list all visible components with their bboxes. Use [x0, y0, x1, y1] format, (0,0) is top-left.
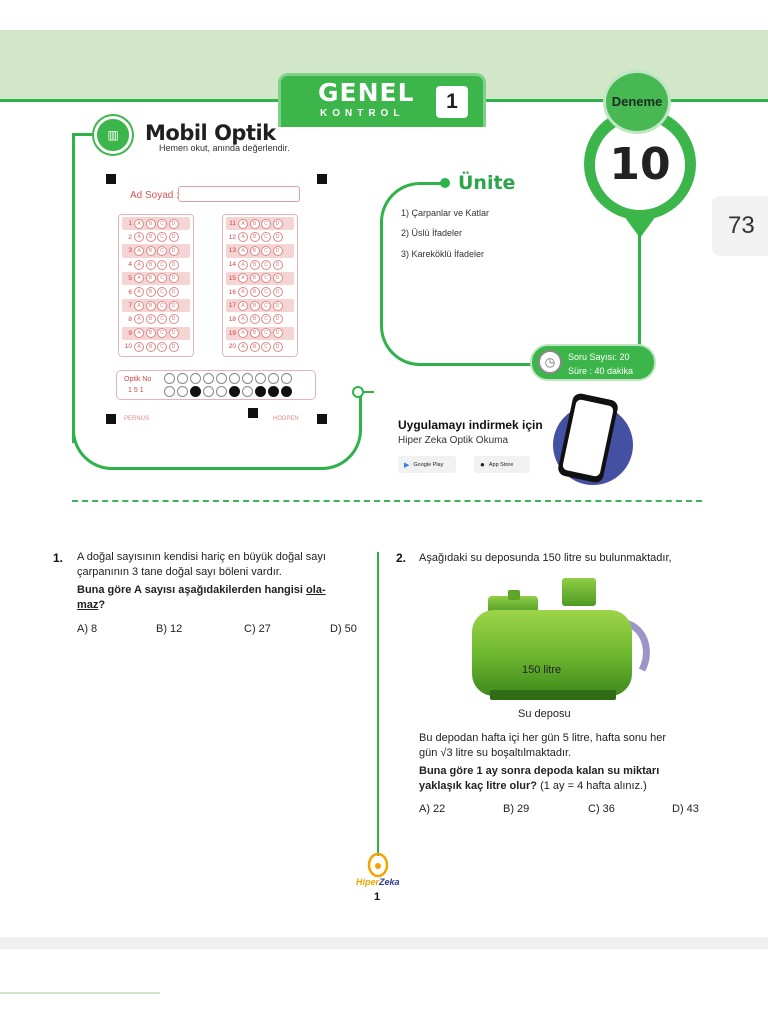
answer-bubble[interactable]: C [261, 342, 271, 352]
answer-bubble[interactable]: A [134, 301, 144, 311]
optik-bubble [203, 373, 214, 384]
answer-row-number: 1 [128, 220, 132, 228]
mobil-optik-title: Mobil Optik [145, 121, 276, 145]
answer-bubble[interactable]: B [146, 260, 156, 270]
tank-caption: Su deposu [518, 708, 571, 720]
column-divider [377, 552, 379, 856]
question-1-prompt-underline: ola- [306, 584, 326, 596]
answer-row-number: 10 [124, 343, 132, 351]
answer-row-number: 20 [228, 343, 236, 351]
answer-bubble[interactable]: B [250, 219, 260, 229]
answer-row [122, 272, 190, 285]
answer-row-number: 5 [128, 274, 132, 282]
question-1-option[interactable]: B) 12 [156, 623, 183, 635]
question-2-option[interactable]: A) 22 [419, 803, 446, 815]
corner-marker [317, 414, 327, 424]
sheet-footer-right: HODPEN [273, 416, 299, 422]
hiperzeka-logo-text [356, 877, 400, 887]
answer-bubble[interactable]: C [261, 328, 271, 338]
answer-bubble[interactable]: B [146, 287, 156, 297]
corner-marker [106, 414, 116, 424]
optik-bubble [164, 373, 175, 384]
answer-bubble[interactable]: B [250, 287, 260, 297]
header-line-left [0, 99, 290, 102]
answer-bubble[interactable]: B [146, 328, 156, 338]
optik-bubble [203, 386, 214, 397]
water-tank-illustration [466, 574, 654, 704]
optik-bubble [229, 373, 240, 384]
answer-row [122, 299, 190, 312]
answer-row [122, 258, 190, 271]
answer-bubble[interactable]: A [238, 301, 248, 311]
deneme-label: Deneme [603, 70, 671, 134]
optik-bubble-filled [268, 386, 279, 397]
answer-column-left [118, 214, 194, 357]
genel-title: GENEL [318, 78, 415, 107]
answer-bubble[interactable]: B [146, 246, 156, 256]
answer-bubble[interactable]: C [157, 301, 167, 311]
optik-bubble [177, 373, 188, 384]
tank-cap [562, 578, 596, 606]
answer-row-number: 8 [128, 315, 132, 323]
answer-bubble[interactable]: B [146, 273, 156, 283]
answer-row [226, 327, 294, 340]
answer-bubble[interactable]: A [238, 246, 248, 256]
optik-bubble [216, 373, 227, 384]
answer-row [122, 327, 190, 340]
answer-row [226, 244, 294, 257]
answer-bubble[interactable]: D [273, 328, 283, 338]
answer-bubble[interactable]: D [169, 219, 179, 229]
question-1-text: A doğal sayısının kendisi hariç en büyük doğal sayı [77, 551, 326, 563]
answer-row-number: 12 [228, 233, 236, 241]
answer-bubble[interactable]: B [250, 301, 260, 311]
answer-row [122, 313, 190, 326]
hiperzeka-logo-icon [366, 852, 390, 878]
answer-bubble[interactable]: C [261, 219, 271, 229]
answer-row-number: 6 [128, 288, 132, 296]
question-2-prompt-text: yaklaşık kaç litre olur? [419, 780, 538, 792]
optik-no-value: 151 [128, 387, 146, 394]
answer-bubble[interactable]: C [261, 301, 271, 311]
answer-bubble[interactable]: A [134, 314, 144, 324]
optik-bubble [190, 373, 201, 384]
optik-bubble [268, 373, 279, 384]
question-1-prompt-text: Buna göre A sayısı aşağıdakilerden hangisi [77, 584, 307, 596]
corner-marker [317, 174, 327, 184]
answer-bubble[interactable]: C [261, 287, 271, 297]
logo-hiper: Hiper [356, 877, 380, 887]
kontrol-subtitle: KONTROL [320, 108, 405, 119]
unite-item: 3) Kareköklü İfadeler [401, 249, 485, 259]
answer-row [122, 244, 190, 257]
answer-bubble[interactable]: C [261, 246, 271, 256]
answer-bubble[interactable]: D [169, 328, 179, 338]
optik-bubble-filled [255, 386, 266, 397]
app-download-subtitle: Hiper Zeka Optik Okuma [398, 435, 509, 446]
tank-body [472, 610, 632, 696]
answer-row [122, 340, 190, 353]
question-2-number: 2. [396, 551, 407, 565]
google-play-button[interactable] [398, 456, 456, 473]
optik-no-bubbles [164, 373, 292, 397]
answer-row-number: 7 [128, 302, 132, 310]
answer-bubble[interactable]: A [238, 232, 248, 242]
question-1-option[interactable]: A) 8 [77, 623, 98, 635]
optik-bubble-filled [190, 386, 201, 397]
answer-bubble[interactable]: A [238, 273, 248, 283]
answer-bubble[interactable]: B [146, 342, 156, 352]
answer-row-number: 17 [228, 302, 236, 310]
answer-bubble[interactable]: A [238, 219, 248, 229]
optik-bubble [242, 373, 253, 384]
answer-row [226, 231, 294, 244]
optik-bubble [164, 386, 175, 397]
answer-bubble[interactable]: D [273, 301, 283, 311]
question-2-note: (1 ay = 4 hafta alınız.) [537, 780, 647, 792]
ad-soyad-field [178, 186, 300, 202]
deneme-number: 10 [595, 120, 685, 210]
optik-bubble [216, 386, 227, 397]
answer-bubble[interactable]: D [273, 314, 283, 324]
answer-bubble[interactable]: A [238, 342, 248, 352]
page-footer-number: 1 [374, 891, 381, 903]
app-store-label: App Store [488, 461, 514, 468]
mobil-optik-subtitle: Hemen okut, anında değerlendir. [159, 143, 290, 153]
connector-dot-line [362, 391, 374, 393]
answer-bubble[interactable]: B [250, 342, 260, 352]
answer-bubble[interactable]: B [146, 301, 156, 311]
question-1-body [77, 550, 363, 613]
optik-no-label: Optik No [124, 376, 152, 383]
answer-row [226, 258, 294, 271]
soru-sayisi: Soru Sayısı: 20 [568, 352, 630, 362]
answer-bubble[interactable]: C [261, 260, 271, 270]
answer-bubble[interactable]: A [134, 342, 144, 352]
answer-bubble[interactable]: A [134, 328, 144, 338]
answer-bubble[interactable]: A [238, 314, 248, 324]
question-1-prompt-end: ? [98, 599, 106, 611]
answer-row-number: 4 [128, 261, 132, 269]
answer-bubble[interactable]: D [169, 314, 179, 324]
app-store-button[interactable] [474, 456, 530, 473]
answer-bubble[interactable]: C [157, 342, 167, 352]
mobil-optik-icon: ▥ [94, 116, 132, 154]
answer-bubble[interactable]: B [250, 232, 260, 242]
answer-bubble[interactable]: C [157, 219, 167, 229]
ad-soyad-label: Ad Soyad : [130, 190, 179, 201]
answer-row [122, 217, 190, 230]
optik-bubble-filled [281, 386, 292, 397]
answer-bubble[interactable]: B [146, 314, 156, 324]
answer-bubble[interactable]: C [157, 287, 167, 297]
answer-column-right [222, 214, 298, 357]
answer-bubble[interactable]: A [134, 273, 144, 283]
answer-bubble[interactable]: A [238, 260, 248, 270]
answer-bubble[interactable]: A [134, 287, 144, 297]
answer-bubble[interactable]: C [261, 232, 271, 242]
optik-bubble [255, 373, 266, 384]
answer-bubble[interactable]: D [169, 273, 179, 283]
answer-bubble[interactable]: C [157, 314, 167, 324]
question-2-prompt: Buna göre 1 ay sonra depoda kalan su miktarı [419, 765, 660, 777]
answer-bubble[interactable]: D [273, 246, 283, 256]
answer-bubble[interactable]: A [134, 260, 144, 270]
answer-row [226, 272, 294, 285]
answer-bubble[interactable]: B [250, 273, 260, 283]
answer-row [226, 340, 294, 353]
answer-bubble[interactable]: B [146, 232, 156, 242]
answer-row-number: 11 [229, 220, 236, 228]
question-1-option[interactable]: D) 50 [330, 623, 357, 635]
optik-bubble [242, 386, 253, 397]
optik-bubble [281, 373, 292, 384]
question-2-body [419, 731, 705, 794]
bottom-band [0, 937, 768, 949]
answer-bubble[interactable]: C [261, 314, 271, 324]
answer-bubble[interactable]: C [157, 273, 167, 283]
answer-bubble[interactable]: D [169, 287, 179, 297]
question-2-option[interactable]: D) 43 [672, 803, 699, 815]
page-number-tab: 73 [712, 196, 768, 256]
answer-bubble[interactable]: C [157, 246, 167, 256]
question-2-body-text: gün √3 litre su boşaltılmaktadır. [419, 747, 572, 759]
google-play-icon: ▶ [404, 461, 410, 469]
answer-row-number: 18 [228, 315, 236, 323]
corner-marker [106, 174, 116, 184]
tank-volume-label: 150 litre [522, 664, 562, 676]
answer-bubble[interactable]: A [134, 219, 144, 229]
unite-frame-bottom [440, 363, 536, 366]
question-1-prompt [77, 583, 363, 598]
app-download-title: Uygulamayı indirmek için [398, 418, 543, 432]
unite-dot-icon [440, 178, 450, 188]
answer-bubble[interactable]: D [169, 246, 179, 256]
unite-item: 2) Üslü İfadeler [401, 228, 463, 238]
answer-bubble[interactable]: C [157, 232, 167, 242]
answer-row-number: 9 [128, 329, 132, 337]
answer-row [226, 217, 294, 230]
answer-bubble[interactable]: B [250, 328, 260, 338]
answer-bubble[interactable]: D [273, 260, 283, 270]
answer-bubble[interactable]: D [169, 342, 179, 352]
apple-icon: ● [480, 460, 485, 469]
unite-item: 1) Çarpanlar ve Katlar [401, 208, 490, 218]
logo-zeka: Zeka [379, 877, 400, 887]
answer-bubble[interactable]: D [273, 232, 283, 242]
answer-row [226, 313, 294, 326]
optik-bubble-filled [229, 386, 240, 397]
answer-row-number: 16 [228, 288, 236, 296]
answer-row [226, 285, 294, 298]
sheet-footer-left: PERNUS [124, 416, 150, 422]
answer-bubble[interactable]: C [157, 260, 167, 270]
google-play-label: Google Play [413, 461, 444, 468]
answer-bubble[interactable]: D [273, 219, 283, 229]
answer-bubble[interactable]: A [134, 246, 144, 256]
answer-bubble[interactable]: D [169, 232, 179, 242]
question-1-option[interactable]: C) 27 [244, 623, 271, 635]
soru-info-text [568, 350, 633, 378]
answer-bubble[interactable]: D [273, 273, 283, 283]
answer-bubble[interactable]: A [238, 328, 248, 338]
answer-row [122, 231, 190, 244]
question-1-prompt-underline: maz [77, 599, 99, 611]
answer-bubble[interactable]: D [169, 301, 179, 311]
answer-row [226, 299, 294, 312]
answer-row-number: 13 [228, 247, 236, 255]
question-2-prompt [419, 779, 705, 794]
sure: Süre : 40 dakika [568, 366, 634, 376]
tank-base [490, 690, 616, 700]
question-2-option[interactable]: B) 29 [503, 803, 530, 815]
unite-title: Ünite [458, 172, 516, 194]
connector-left-top [72, 133, 96, 136]
genel-number: 1 [436, 86, 468, 118]
pin-down-line [638, 232, 641, 356]
answer-row-number: 3 [128, 247, 132, 255]
answer-bubble[interactable]: D [273, 342, 283, 352]
answer-bubble[interactable]: B [146, 219, 156, 229]
dashed-separator [72, 500, 702, 502]
answer-bubble[interactable]: D [273, 287, 283, 297]
question-2-text: Aşağıdaki su deposunda 150 litre su bulunmaktadır, [419, 552, 672, 564]
answer-bubble[interactable]: A [238, 287, 248, 297]
answer-row [122, 285, 190, 298]
answer-bubble[interactable]: B [250, 246, 260, 256]
corner-marker [248, 408, 258, 418]
question-1-prompt [77, 598, 363, 613]
answer-bubble[interactable]: C [261, 273, 271, 283]
answer-bubble[interactable]: A [134, 232, 144, 242]
answer-bubble[interactable]: D [169, 260, 179, 270]
answer-row-number: 2 [128, 233, 132, 241]
answer-bubble[interactable]: B [250, 260, 260, 270]
optik-bubble [177, 386, 188, 397]
question-1-text: çarpanının 3 tane doğal sayı böleni vardır. [77, 566, 282, 578]
answer-bubble[interactable]: B [250, 314, 260, 324]
answer-row-number: 15 [228, 274, 236, 282]
answer-bubble[interactable]: C [157, 328, 167, 338]
question-2-body-text: Bu depodan hafta içi her gün 5 litre, hafta sonu her [419, 732, 667, 744]
question-1-number: 1. [53, 551, 64, 565]
bottom-line [0, 992, 160, 994]
answer-row-number: 19 [228, 329, 236, 337]
clock-icon: ◷ [538, 350, 562, 374]
answer-row-number: 14 [228, 261, 236, 269]
question-2-option[interactable]: C) 36 [588, 803, 615, 815]
